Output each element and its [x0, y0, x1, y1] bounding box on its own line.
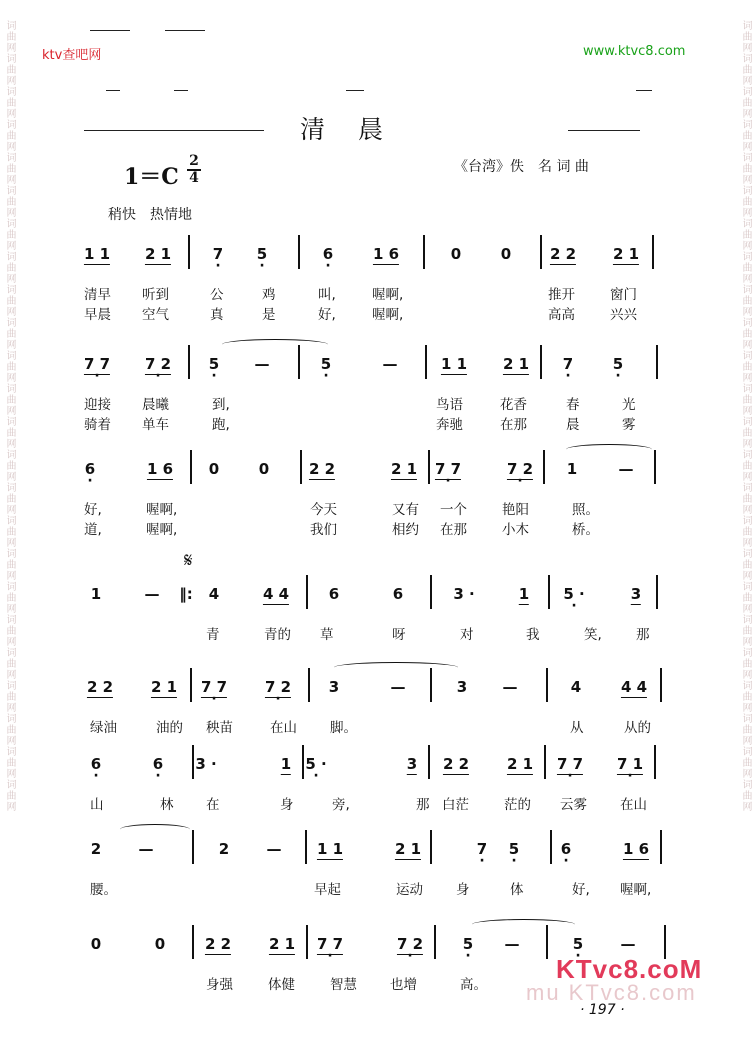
- lyric-verse-1: 早起: [314, 882, 341, 898]
- note-token: —: [504, 935, 520, 953]
- note-token: 6: [328, 585, 340, 603]
- lyric-verse-1: 清早: [84, 287, 111, 303]
- lyric-verse-1: 青的: [264, 627, 291, 643]
- bar-line: [540, 235, 542, 269]
- note-token: 5 ·: [613, 355, 623, 373]
- note-token: 2 2: [86, 678, 114, 696]
- bar-line: [192, 830, 194, 864]
- tie-slur: [472, 919, 575, 930]
- lyric-verse-1: 今天: [310, 502, 337, 518]
- note-token: 3 ·: [195, 755, 217, 773]
- site-name-left: ktv查吧网: [42, 48, 102, 63]
- credit-line: 《台湾》佚 名 词 曲: [454, 159, 589, 175]
- note-token: 7 7 ·: [557, 755, 583, 775]
- lyric-verse-1: 那: [636, 627, 650, 643]
- bar-line: [660, 668, 662, 702]
- lyric-verse-1: 林: [160, 797, 174, 813]
- bar-line: [425, 345, 427, 379]
- note-token: 7 7 ·: [435, 460, 461, 480]
- lyric-verse-1: 花香: [500, 397, 527, 413]
- note-token: —: [144, 585, 160, 603]
- lyric-verse-1: 鸟语: [436, 397, 463, 413]
- scan-dash: [106, 90, 120, 91]
- time-signature-top: 2: [189, 153, 199, 169]
- watermark-ghost-text: mu KTvc8.com: [526, 980, 697, 1005]
- lyric-verse-1: 旁,: [332, 797, 350, 813]
- lyric-verse-1: 云雾: [560, 797, 587, 813]
- note-token: 0: [208, 460, 220, 478]
- lyric-verse-2: 小木: [502, 522, 529, 538]
- note-token: 3: [328, 678, 340, 696]
- site-url-right: www.ktvc8.com: [583, 44, 686, 59]
- note-token: 2 1: [144, 245, 172, 263]
- lyric-verse-1: 春: [566, 397, 580, 413]
- note-token: 4: [570, 678, 582, 696]
- note-token: 7 2 ·: [145, 355, 171, 375]
- lyric-verse-2: 喔啊,: [372, 307, 404, 323]
- bar-line: [302, 745, 304, 779]
- bar-line: [546, 925, 548, 959]
- note-token: 7 2 ·: [397, 935, 423, 955]
- note-token: 4 4: [620, 678, 648, 696]
- note-token: 6 ·: [91, 755, 101, 773]
- lyric-verse-2: 奔驰: [436, 417, 463, 433]
- note-token: 4: [208, 585, 220, 603]
- note-token: 1 1: [83, 245, 111, 263]
- time-signature: [186, 154, 202, 186]
- scan-dash: [84, 130, 264, 131]
- lyric-verse-1: 喔啊,: [146, 502, 178, 518]
- note-token: 2 2: [308, 460, 336, 478]
- lyric-verse-1: 身强: [206, 977, 233, 993]
- lyric-verse-1: 鸡: [262, 287, 276, 303]
- note-token: 0: [500, 245, 512, 263]
- note-token: 7 ·: [477, 840, 487, 858]
- lyric-verse-2: 早晨: [84, 307, 111, 323]
- note-token: 7 7 ·: [201, 678, 227, 698]
- bar-line: [656, 345, 658, 379]
- note-token: —: [620, 935, 636, 953]
- lyric-verse-1: 听到: [142, 287, 169, 303]
- note-token: —: [618, 460, 634, 478]
- note-token: —: [382, 355, 398, 373]
- note-token: 6 ·: [85, 460, 95, 478]
- note-token: 1 1: [316, 840, 344, 858]
- note-token: 2 1: [502, 355, 530, 373]
- lyric-verse-1: 好,: [572, 882, 590, 898]
- lyric-verse-2: 兴兴: [610, 307, 637, 323]
- tie-slur: [334, 662, 458, 673]
- note-token: 5 ·: [573, 935, 583, 953]
- note-token: 7 1 ·: [617, 755, 643, 775]
- ktvc8-logo: KTvc8.coM: [556, 954, 703, 984]
- lyric-verse-1: 绿油: [90, 720, 117, 736]
- note-token: 0: [450, 245, 462, 263]
- note-token: 2 1: [394, 840, 422, 858]
- note-token: 1: [90, 585, 102, 603]
- note-token: —: [266, 840, 282, 858]
- bar-line: [540, 345, 542, 379]
- lyric-verse-2: 喔啊,: [146, 522, 178, 538]
- note-token: 2: [90, 840, 102, 858]
- note-token: 5 ·: [463, 935, 473, 953]
- note-token: 7 2 ·: [265, 678, 291, 698]
- lyric-verse-1: 一个: [440, 502, 467, 518]
- lyric-verse-1: 又有: [392, 502, 419, 518]
- bar-line: [300, 450, 302, 484]
- lyric-verse-1: 从的: [624, 720, 651, 736]
- note-token: 6 ·: [323, 245, 333, 263]
- note-token: 7 7 ·: [317, 935, 343, 955]
- note-token: 7 2 ·: [507, 460, 533, 480]
- note-token: 5 ·: [257, 245, 267, 263]
- side-watermark-left: 词曲网词曲网词曲网词曲网词曲网词曲网词曲网词曲网词曲网词曲网词曲网词曲网词曲网词曲网词曲网词曲网词曲网词曲网词曲网词曲网词曲网词曲网词曲网词曲网: [4, 20, 15, 812]
- note-token: 2 1: [390, 460, 418, 478]
- bar-line: [306, 925, 308, 959]
- note-token: 7 7 ·: [84, 355, 110, 375]
- lyric-verse-2: 我们: [310, 522, 337, 538]
- bar-line: [430, 830, 432, 864]
- key-signature: 1＝C: [124, 164, 179, 190]
- lyric-verse-1: 茫的: [504, 797, 531, 813]
- lyric-verse-1: 叫,: [318, 287, 336, 303]
- bar-line: [190, 450, 192, 484]
- lyric-verse-2: 是: [262, 307, 276, 323]
- lyric-verse-1: 高。: [460, 977, 487, 993]
- note-token: 1: [518, 585, 530, 603]
- tie-slur: [120, 824, 190, 835]
- lyric-verse-1: 照。: [572, 502, 599, 518]
- note-token: 2 1: [506, 755, 534, 773]
- lyric-verse-2: 雾: [622, 417, 636, 433]
- note-token: 2 1: [268, 935, 296, 953]
- note-token: ‖:: [179, 585, 193, 603]
- page-number: · 197 ·: [580, 1002, 625, 1018]
- note-token: 5 ·: [321, 355, 331, 373]
- note-token: 3: [406, 755, 418, 773]
- bar-line: [428, 450, 430, 484]
- scan-dash: [346, 90, 364, 91]
- lyric-verse-1: 秧苗: [206, 720, 233, 736]
- note-token: 1: [566, 460, 578, 478]
- bar-line: [305, 830, 307, 864]
- note-token: 2 1: [612, 245, 640, 263]
- lyric-verse-2: 骑着: [84, 417, 111, 433]
- note-token: —: [502, 678, 518, 696]
- bar-line: [308, 668, 310, 702]
- lyric-verse-1: 光: [622, 397, 636, 413]
- note-token: 1 6: [146, 460, 174, 478]
- lyric-verse-1: 迎接: [84, 397, 111, 413]
- note-token: 6: [392, 585, 404, 603]
- bar-line: [652, 235, 654, 269]
- note-token: 0: [90, 935, 102, 953]
- lyric-verse-1: 晨曦: [142, 397, 169, 413]
- note-token: 7 ·: [563, 355, 573, 373]
- note-token: —: [390, 678, 406, 696]
- lyric-verse-1: 笑,: [584, 627, 602, 643]
- bar-line: [546, 668, 548, 702]
- lyric-verse-2: 好,: [318, 307, 336, 323]
- lyric-verse-1: 运动: [396, 882, 423, 898]
- lyric-verse-1: 从: [570, 720, 584, 736]
- note-token: 2 1: [150, 678, 178, 696]
- bar-line: [430, 668, 432, 702]
- note-token: 6 ·: [153, 755, 163, 773]
- bar-line: [430, 575, 432, 609]
- note-token: 5 ·: [509, 840, 519, 858]
- bar-line: [188, 235, 190, 269]
- bar-line: [543, 450, 545, 484]
- lyric-verse-1: 白茫: [442, 797, 469, 813]
- score-system: [0, 460, 754, 572]
- bar-line: [428, 745, 430, 779]
- note-token: 5 · ·: [305, 755, 326, 773]
- note-token: 4 4: [262, 585, 290, 603]
- segno-sign: 𝄋: [184, 548, 193, 572]
- lyric-verse-1: 喔啊,: [372, 287, 404, 303]
- lyric-verse-1: 体: [510, 882, 524, 898]
- lyric-verse-2: 跑,: [212, 417, 230, 433]
- bar-line: [298, 345, 300, 379]
- lyric-verse-1: 窗门: [610, 287, 637, 303]
- lyric-verse-1: 山: [90, 797, 104, 813]
- lyric-verse-2: 空气: [142, 307, 169, 323]
- tempo-marking: 稍快 热情地: [108, 207, 192, 223]
- lyric-verse-1: 喔啊,: [620, 882, 652, 898]
- lyric-verse-1: 好,: [84, 502, 102, 518]
- lyric-verse-1: 到,: [212, 397, 230, 413]
- note-token: 2 2: [549, 245, 577, 263]
- note-token: —: [138, 840, 154, 858]
- note-token: 3: [630, 585, 642, 603]
- bar-line: [656, 575, 658, 609]
- bar-line: [434, 925, 436, 959]
- note-token: 0: [154, 935, 166, 953]
- note-token: —: [254, 355, 270, 373]
- note-token: 3 ·: [453, 585, 475, 603]
- lyric-verse-1: 推开: [548, 287, 575, 303]
- scan-dash: [636, 90, 652, 91]
- lyric-verse-2: 单车: [142, 417, 169, 433]
- lyric-verse-2: 晨: [566, 417, 580, 433]
- bar-line: [298, 235, 300, 269]
- bar-line: [306, 575, 308, 609]
- note-token: 0: [258, 460, 270, 478]
- scan-dash: [568, 130, 640, 131]
- tie-slur: [222, 339, 328, 350]
- lyric-verse-1: 在: [206, 797, 220, 813]
- lyric-verse-1: 艳阳: [502, 502, 529, 518]
- lyric-verse-2: 高高: [548, 307, 575, 323]
- bar-line: [192, 925, 194, 959]
- note-token: 5 · ·: [563, 585, 584, 603]
- lyric-verse-1: 那: [416, 797, 430, 813]
- scan-dash: [174, 90, 188, 91]
- lyric-verse-1: 体健: [268, 977, 295, 993]
- bar-line: [544, 745, 546, 779]
- lyric-verse-2: 相约: [392, 522, 419, 538]
- bar-line: [188, 345, 190, 379]
- lyric-verse-2: 道,: [84, 522, 102, 538]
- lyric-verse-1: 也增: [390, 977, 417, 993]
- lyric-verse-2: 在那: [500, 417, 527, 433]
- note-token: 3: [456, 678, 468, 696]
- score-system: [0, 245, 754, 357]
- note-token: 2 2: [204, 935, 232, 953]
- time-signature-bottom: 4: [189, 170, 199, 186]
- scan-dash: [90, 30, 130, 31]
- lyric-verse-2: 在那: [440, 522, 467, 538]
- note-token: 1 1: [440, 355, 468, 373]
- lyric-verse-1: 油的: [156, 720, 183, 736]
- lyric-verse-1: 身: [280, 797, 294, 813]
- note-token: 5 ·: [209, 355, 219, 373]
- bar-line: [423, 235, 425, 269]
- scan-dash: [165, 30, 205, 31]
- note-token: 2: [218, 840, 230, 858]
- lyric-verse-1: 草: [320, 627, 334, 643]
- bar-line: [654, 450, 656, 484]
- lyric-verse-1: 智慧: [330, 977, 357, 993]
- bar-line: [660, 830, 662, 864]
- lyric-verse-1: 在山: [270, 720, 297, 736]
- note-token: 2 2: [442, 755, 470, 773]
- lyric-verse-2: 真: [210, 307, 224, 323]
- lyric-verse-1: 在山: [620, 797, 647, 813]
- note-token: 1 6: [372, 245, 400, 263]
- bar-line: [550, 830, 552, 864]
- lyric-verse-1: 公: [210, 287, 224, 303]
- lyric-verse-1: 对: [460, 627, 474, 643]
- lyric-verse-1: 身: [456, 882, 470, 898]
- lyric-verse-2: 桥。: [572, 522, 599, 538]
- lyric-verse-1: 青: [206, 627, 220, 643]
- lyric-verse-1: 呀: [392, 627, 406, 643]
- side-watermark-right: 词曲网词曲网词曲网词曲网词曲网词曲网词曲网词曲网词曲网词曲网词曲网词曲网词曲网词曲网词曲网词曲网词曲网词曲网词曲网词曲网词曲网词曲网词曲网词曲网: [740, 20, 751, 812]
- lyric-verse-1: 我: [526, 627, 540, 643]
- note-token: 6 ·: [561, 840, 571, 858]
- note-token: 1: [280, 755, 292, 773]
- note-token: 1 6: [622, 840, 650, 858]
- lyric-verse-1: 腰。: [90, 882, 117, 898]
- note-token: 7 ·: [213, 245, 223, 263]
- tie-slur: [566, 444, 652, 455]
- bar-line: [192, 745, 194, 779]
- bar-line: [654, 745, 656, 779]
- lyric-verse-1: 脚。: [330, 720, 357, 736]
- bar-line: [190, 668, 192, 702]
- song-title: 清晨: [300, 115, 417, 144]
- bar-line: [548, 575, 550, 609]
